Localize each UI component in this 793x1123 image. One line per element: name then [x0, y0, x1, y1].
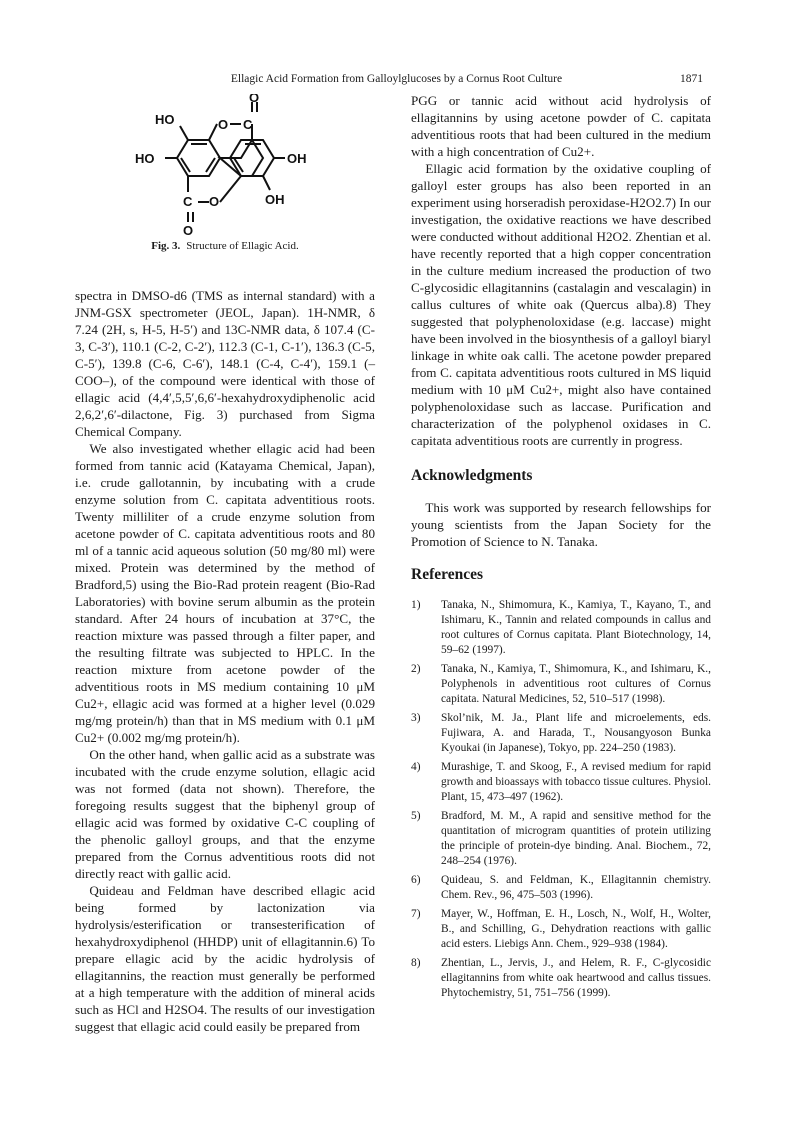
right-column — [411, 92, 711, 1005]
page-number: 1871 — [680, 73, 703, 85]
reference-number: 7) — [411, 908, 421, 920]
reference-text: Tanaka, N., Kamiya, T., Shimomura, K., and Ishimaru, K., Polyphenols in adventitious root cultures of Cornus capitata. Natural Medicines, 52, 510–517 (1998). — [441, 663, 711, 705]
references-heading: References — [411, 566, 484, 583]
reference-text: Zhentian, L., Jervis, J., and Helem, R. F., C-glycosidic ellagitannins from white oak heartwood and callus tissues. Phytochemistry, 51, 751–756 (1999). — [441, 957, 711, 999]
acknowledgments-heading: Acknowledgments — [411, 467, 533, 484]
reference-text: Skol’nik, M. Ja., Plant life and microelements, eds. Fujiwara, A. and Harada, T., Nousangyoson Bunka Kyoukai (in Japanese), Tokyo, pp. 224–250 (1983). — [441, 712, 711, 754]
atom-oh-bottom: OH — [265, 192, 285, 207]
right-paragraph-1: PGG or tannic acid without acid hydrolysis of ellagitannins by using acetone powder of C. capitata adventitious roots that had been cultured in the medium with a high concentration of Cu2+. — [411, 93, 711, 159]
figure-3 — [75, 92, 375, 282]
running-title: Ellagic Acid Formation from Galloylglucoses by a Cornus Root Culture — [230, 73, 563, 85]
atom-o-bottom: O — [183, 223, 194, 238]
caption-label: Fig. 3. — [151, 240, 181, 252]
reference-item — [411, 711, 711, 756]
reference-number: 8) — [411, 957, 421, 969]
reference-item — [411, 873, 711, 903]
atom-ho-mid: HO — [135, 151, 155, 166]
atom-ring-o-bottom: O — [209, 194, 220, 209]
left-paragraph-4: Quideau and Feldman have described ellagic acid being formed by lactonization via hydrolysis/esterification or transesterification of hexahydroxydiphenol (HHDP) unit of ellagitannin.6) To prepare ellagic acid by the acidic hydrolysis of ellagitannins, the reaction must generally be performed at a high temperature with the addition of mineral acids such as HCl and H2SO4. The results of our investigation suggest that ellagic acid could easily be prepared from — [75, 883, 375, 1034]
reference-item — [411, 956, 711, 1001]
reference-text: Tanaka, N., Shimomura, K., Kamiya, T., Kayano, T., and Ishimaru, K., Tannin and related compounds in callus and root cultures of Cornus capitata. Plant Biotechnology, 14, 59–62 (1997). — [441, 599, 711, 656]
reference-number: 6) — [411, 874, 421, 886]
left-paragraph-2: We also investigated whether ellagic acid had been formed from tannic acid (Katayama Chemical, Japan), i.e. crude gallotannin, by incubating with a crude enzyme solution from C. capitata adventitious roots. Twenty milliliter of a crude enzyme solution from acetone powder of C. capitata adventitious roots and 80 ml of a tannic acid aqueous solution (50 mg/80 ml) were mixed. Protein was determined by the method of Bradford,5) using the Bio-Rad protein reagent (Bio-Rad Laboratories) with bovine serum albumin as the protein standard. After 24 hours of incubation at 37°C, the reaction mixture was passed through a filter paper, and the resulting filtrate was subjected to HPLC. In the reaction mixture from acetone powder of the adventitious roots in MS medium containing 10 μM Cu2+, ellagic acid was formed at a higher level (0.029 mg/mg protein/h) than that in MS medium with 0.1 μM Cu2+ (0.002 mg/mg protein/h). — [75, 441, 375, 745]
left-paragraph-1: spectra in DMSO-d6 (TMS as internal standard) with a JNM-GSX spectrometer (JEOL, Japan). 1H-NMR, δ 7.24 (2H, s, H-5, H-5′) and 13C-NMR data, δ 107.4 (C-3, C-3′), 110.1 (C-2, C-2′), 112.3 (C-1, C-1′), 136.3 (C-5, C-5′), 139.8 (C-6, C-6′), 148.1 (C-4, C-4′), 159.1 (–COO–), of the compound were identical with those of ellagic acid (4,4′,5,5′,6,6′-hexahydroxydiphenolic acid 2,6,2′,6′-dilactone, Fig. 3) purchased from Sigma Chemical Company. — [75, 288, 375, 439]
ellagic-acid-structure — [125, 94, 325, 239]
figure-caption — [75, 240, 375, 252]
reference-item — [411, 760, 711, 805]
atom-ring-o-top: O — [218, 117, 229, 132]
left-paragraph-3: On the other hand, when gallic acid as a substrate was incubated with the crude enzyme solution, ellagic acid was not formed (data not shown). Therefore, the foregoing results suggest that the biphenyl group of ellagic acid was formed by oxidative C-C coupling of the phenolic galloyl groups, and that the enzyme prepared from the Cornus adventitious roots did not directly react with gallic acid. — [75, 747, 375, 881]
reference-number: 4) — [411, 761, 421, 773]
caption-text: Structure of Ellagic Acid. — [186, 240, 299, 252]
reference-text: Murashige, T. and Skoog, F., A revised medium for rapid growth and bioassays with tobacco tissue cultures. Physiol. Plant, 15, 473–497 (1962). — [441, 761, 711, 803]
reference-item — [411, 907, 711, 952]
atom-o-top: O — [249, 94, 260, 105]
reference-number: 2) — [411, 663, 421, 675]
reference-number: 5) — [411, 810, 421, 822]
reference-number: 3) — [411, 712, 421, 724]
atom-oh-mid: OH — [287, 151, 307, 166]
atom-ho-top: HO — [155, 112, 175, 127]
reference-number: 1) — [411, 599, 421, 611]
reference-text: Quideau, S. and Feldman, K., Ellagitannin chemistry. Chem. Rev., 96, 475–503 (1996). — [441, 874, 711, 901]
reference-item — [411, 809, 711, 869]
atom-c-bottom: C — [183, 194, 193, 209]
reference-item — [411, 598, 711, 658]
right-paragraph-2: Ellagic acid formation by the oxidative coupling of galloyl ester groups has also been reported in an experiment using horseradish peroxidase-H2O2.7) In our investigation, the oxidative reactions we have described were conducted without additional H2O2. Zhentian et al. have recently reported that a high copper concentration in the culture medium increased the production of two C-glycosidic ellagitannins (castalagin and vescalagin) in callus cultures of white oak (Quercus alba).8) They suggested that polyphenoloxidase (e.g. laccase) might have been involved in the biosynthesis of a galloyl biaryl linkage in white oak calli. The acetone powder prepared from C. capitata adventitious roots cultured in MS liquid medium with 10 μM Cu2+, might also have contained polyphenoloxidase such as laccase. Purification and characterization of the polyphenol oxidases in C. capitata adventitious roots are currently in progress. — [411, 161, 711, 448]
reference-text: Mayer, W., Hoffman, E. H., Losch, N., Wolf, H., Wolter, B., and Schilling, G., Dehydration reactions with gallic acid esters. Liebigs Ann. Chem., 929–938 (1984). — [441, 908, 711, 950]
atom-c-top: C — [243, 117, 253, 132]
left-column — [75, 287, 375, 1035]
reference-list — [411, 598, 711, 1001]
reference-text: Bradford, M. M., A rapid and sensitive method for the quantitation of microgram quantities of protein utilizing the principle of protein-dye binding. Anal. Biochem., 72, 248–254 (1976). — [441, 810, 711, 867]
acknowledgments-text: This work was supported by research fellowships for young scientists from the Japan Society for the Promotion of Science to N. Tanaka. — [411, 500, 711, 549]
reference-item — [411, 662, 711, 707]
